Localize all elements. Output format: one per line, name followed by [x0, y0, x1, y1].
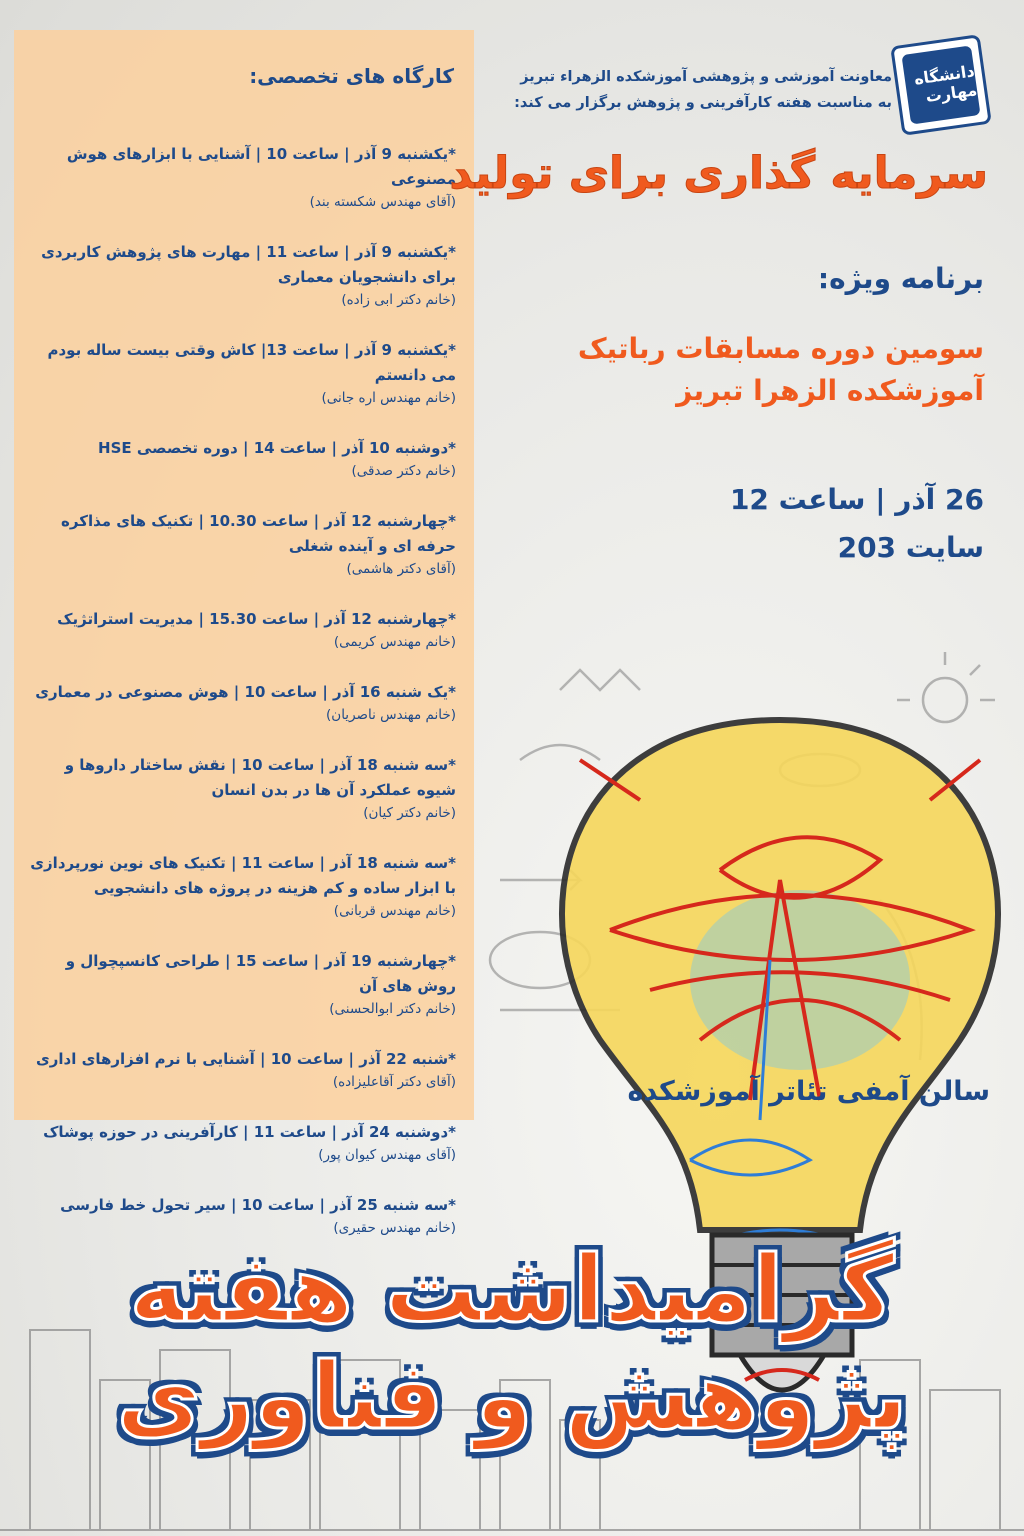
workshop-presenter: (خانم مهندس اره جانی)	[321, 390, 456, 406]
list-item	[26, 851, 456, 921]
workshop-presenter: (خانم دکتر ابی زاده)	[341, 292, 456, 308]
list-item	[26, 680, 456, 725]
workshop-presenter: (آقای دکتر هاشمی)	[346, 561, 456, 577]
list-item	[26, 436, 456, 481]
logo-text: دانشگاه مهارت	[912, 61, 979, 107]
list-item	[26, 949, 456, 1019]
special-program-name-line-2: آموزشکده الزهرا تبریز	[676, 374, 984, 407]
special-program-title: برنامه ویژه:	[817, 262, 984, 295]
workshop-line: *دوشنبه 10 آذر | ساعت 14 | دوره تخصصی HSE	[98, 439, 456, 457]
event-banner-title: گرامیداشت هفته پژوهش و فناوری	[116, 1236, 908, 1450]
workshop-line: *دوشنبه 24 آذر | ساعت 11 | کارآفرینی در حوزه پوشاک	[43, 1123, 456, 1141]
list-item	[26, 1047, 456, 1092]
workshop-line: *یک شنبه 16 آذر | ساعت 10 | هوش مصنوعی در معماری	[35, 683, 456, 701]
list-item	[26, 753, 456, 823]
list-item	[26, 607, 456, 652]
list-item	[26, 509, 456, 579]
workshop-line: *چهارشنبه 12 آذر | ساعت 10.30 | تکنیک های مذاکره حرفه ای و آینده شغلی	[61, 512, 456, 555]
workshops-panel	[14, 30, 474, 1236]
workshop-line: *یکشنبه 9 آذر | ساعت 10 | آشنایی با ابزارهای هوش مصنوعی	[66, 145, 456, 188]
workshop-presenter: (خانم دکتر کیان)	[363, 805, 456, 821]
workshop-presenter: (خانم مهندس قربانی)	[333, 903, 456, 919]
special-program-place: سایت 203	[837, 531, 984, 564]
special-program-name-line-1: سومین دوره مسابقات رباتیک	[577, 332, 984, 365]
special-program-datetime	[730, 476, 984, 572]
workshop-line: *یکشنبه 9 آذر | ساعت 11 | مهارت های پژوهش کاربردی برای دانشجویان معماری	[41, 243, 456, 286]
workshop-presenter: (آقای مهندس شکسته بند)	[309, 194, 456, 210]
workshop-presenter: (خانم دکتر صدقی)	[351, 463, 456, 479]
workshop-line: *شنبه 22 آذر | ساعت 10 | آشنایی با نرم افزارهای اداری	[36, 1050, 456, 1068]
workshop-line: *سه شنبه 18 آذر | ساعت 10 | نقش ساختار داروها و شیوه عملکرد آن ها در بدن انسان	[64, 756, 456, 799]
venue-text: سالن آمفی تئاتر آموزشکده	[627, 1076, 990, 1107]
workshop-presenter: (خانم مهندس حقیری)	[333, 1220, 456, 1236]
organizer-line-2: به مناسبت هفته کارآفرینی و پژوهش برگزار می کند:	[514, 95, 892, 111]
list-item	[26, 1193, 456, 1238]
organizer-text	[472, 64, 892, 116]
workshop-line: *یکشنبه 9 آذر | ساعت 13| کاش وقتی بیست ساله بودم می دانستم	[47, 341, 456, 384]
workshop-presenter: (آقای مهندس کیوان پور)	[318, 1147, 456, 1163]
workshop-line: *سه شنبه 25 آذر | ساعت 10 | سیر تحول خط فارسی	[60, 1196, 456, 1214]
workshop-presenter: (آقای دکتر آقاعلیزاده)	[332, 1074, 456, 1090]
list-item	[26, 1120, 456, 1165]
university-logo-icon	[890, 34, 992, 136]
workshop-presenter: (خانم مهندس کریمی)	[333, 634, 456, 650]
headline: سرمایه گذاری برای تولید	[449, 148, 988, 199]
special-program-date: 26 آذر | ساعت 12	[729, 483, 984, 516]
workshops-title: کارگاه های تخصصی:	[249, 64, 454, 88]
workshop-presenter: (خانم دکتر ابوالحسنی)	[329, 1001, 456, 1017]
workshop-line: *چهارشنبه 12 آذر | ساعت 15.30 | مدیریت استراتژیک	[57, 610, 456, 628]
workshop-presenter: (خانم مهندس ناصریان)	[326, 707, 456, 723]
list-item	[26, 142, 456, 212]
workshops-list	[26, 142, 456, 1266]
workshop-line: *سه شنبه 18 آذر | ساعت 11 | تکنیک های نوین نورپردازی با ابزار ساده و کم هزینه در پروژه های دانشجویی	[30, 854, 456, 897]
list-item	[26, 338, 456, 408]
workshop-line: *چهارشنبه 19 آذر | ساعت 15 | طراحی کانسپچوال و روش های آن	[65, 952, 456, 995]
special-program-name	[578, 328, 984, 412]
organizer-line-1: معاونت آموزشی و پژوهشی آموزشکده الزهراء تبریز	[520, 69, 892, 85]
list-item	[26, 240, 456, 310]
